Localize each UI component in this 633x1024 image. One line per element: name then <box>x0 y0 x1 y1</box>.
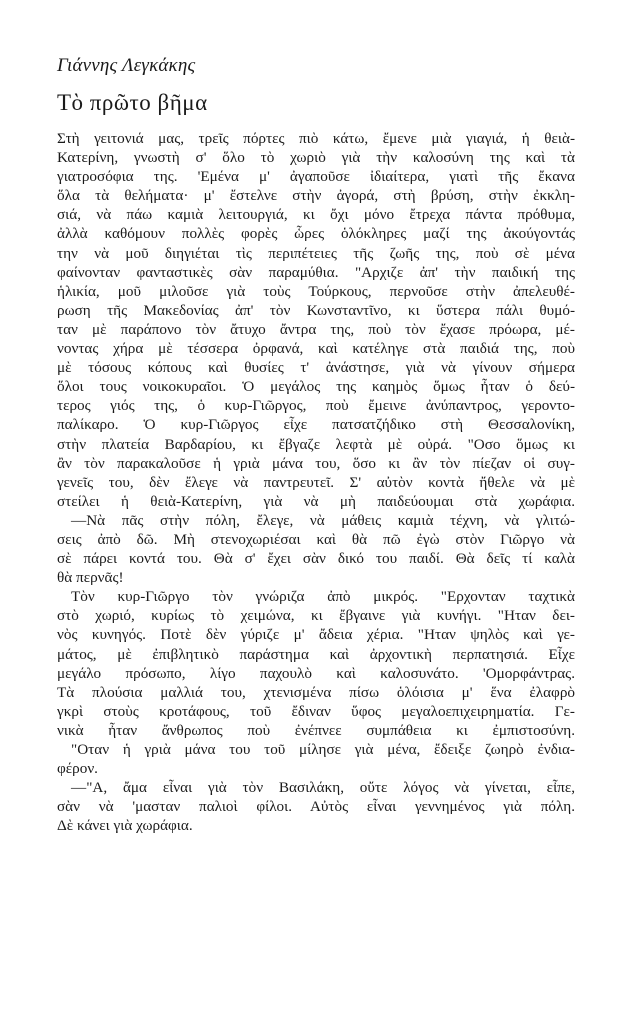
text-line: —Νὰ πᾶς στὴν πόλη, ἔλεγε, νὰ μάθεις καμιὰ τέχνη, νὰ γλιτώ- <box>71 511 575 529</box>
text-line: στὸ χωριό, κυρίως τὸ χειμώνα, κι ἔβγαινε γιὰ κυνήγι. "Ηταν δει- <box>57 607 575 625</box>
text-line: ὅλοι τους νοικοκυραῖοι. Ὁ μεγάλος της καημὸς ὅμως ἦταν ὁ δεύ- <box>57 378 575 396</box>
text-line: Τὸν κυρ-Γιῶργο τὸν γνώριζα ἀπὸ μικρός. "Ερχονταν ταχτικὰ <box>71 588 575 606</box>
author-name: Γιάννης Λεγκάκης <box>57 55 196 76</box>
text-line: ταν μὲ παράπονο τὸν ἄτυχο ἄντρα της, ποὺ τὸν ἔχασε πρόωρα, μέ- <box>57 320 575 338</box>
text-line: σιά, νὰ πάω καμιὰ λειτουργιά, κι ὄχι μόνο ἔτρεχα πάντα πρόθυμα, <box>57 206 575 224</box>
text-line: γκρὶ στοὺς κροτάφους, τοῦ ἔδιναν ὕφος μεγαλοεπιχειρηματία. Γε- <box>57 702 575 720</box>
text-line: νοντας χήρα μὲ τέσσερα ὀρφανά, καὶ κατέληγε στὰ παιδιά της, ποὺ <box>57 340 575 358</box>
text-line: μὲ τόσους κόπους καὶ θυσίες τ' ἀνάστησε, γιὰ νὰ γίνουν σήμερα <box>57 359 575 377</box>
text-line: φέρον. <box>57 760 98 778</box>
text-line: θὰ περνᾶς! <box>57 569 124 587</box>
text-line: "Οταν ἡ γριὰ μάνα του τοῦ μίλησε γιὰ μένα, ἔδειξε ζωηρὸ ἐνδια- <box>71 741 575 758</box>
text-line: νὸς κυνηγός. Ποτὲ δὲν γύριζε μ' ἄδεια χέρια. "Ηταν ψηλὸς καὶ γε- <box>57 626 575 644</box>
text-line: ἀλλὰ καθόμουν πολλὲς φορὲς ὧρες ὁλόκληρες μαζί της ἀκούγοντάς <box>57 225 575 243</box>
text-line: στὴν πλατεία Βαρδαρίου, κι ἔβγαζε λεφτὰ μὲ οὐρά. "Οσο ὅμως κι <box>57 435 575 453</box>
text-line: ἂν τὸν παρακαλοῦσε ἡ γριὰ μάνα του, ὅσο κι ἂν τὸν πίεζαν οἱ συγ- <box>57 454 575 472</box>
text-line: γενεῖς του, δὲν ἔλεγε νὰ παντρευτεῖ. Σ' αὐτὸν κοντὰ ἤθελε νὰ μὲ <box>57 473 575 491</box>
text-line: —"Α, ἄμα εἶναι γιὰ τὸν Βασιλάκη, οὔτε λόγος νὰ γίνεται, εἶπε, <box>71 779 575 797</box>
story-body <box>57 129 575 835</box>
text-line: φαίνονταν φανταστικὲς σὰν παραμύθια. "Αρχιζε ἀπ' τὴν παιδική της <box>57 263 575 281</box>
text-line: ἡλικία, μοῦ μιλοῦσε γιὰ τοὺς Τούρκους, περνοῦσε στὴν ἀπελευθέ- <box>57 282 575 300</box>
text-line: Τὰ πλούσια μαλλιά του, χτενισμένα πίσω ὁλόισια μ' ἕνα ἐλαφρὸ <box>57 683 575 701</box>
text-line: Δὲ κάνει γιὰ χωράφια. <box>57 817 193 835</box>
text-line: Στὴ γειτονιά μας, τρεῖς πόρτες πιὸ κάτω, ἔμενε μιὰ γιαγιά, ἡ θειὰ- <box>57 130 575 147</box>
text-line: ὅλα τὰ θελήματα· μ' ἔστελνε στὴν ἀγορά, στὴ βρύση, στὴν ἐκκλη- <box>57 187 575 205</box>
story-title: Τὸ πρῶτο βῆμα <box>57 90 208 115</box>
text-line: παλίκαρο. Ὁ κυρ-Γιῶργος εἶχε πατσατζήδικο στὴ Θεσσαλονίκη, <box>57 416 575 434</box>
text-line: ρωση τῆς Μακεδονίας ἀπ' τὸν Κωνσταντῖνο, κι ὕστερα πάλι θυμό- <box>57 301 575 319</box>
text-line: στείλει ἡ θειὰ-Κατερίνη, γιὰ νὰ μὴ παιδεύουμαι στὰ χωράφια. <box>57 492 575 510</box>
text-line: Κατερίνη, γνωστὴ σ' ὅλο τὸ χωριὸ γιὰ τὴν καλοσύνη της καὶ τὰ <box>57 149 575 167</box>
text-line: γιατροσόφια της. 'Εμένα μ' ἀγαποῦσε ἰδιαίτερα, γιατὶ τῆς ἔκανα <box>57 168 575 186</box>
text-line: τερος γιός της, ὁ κυρ-Γιῶργος, ποὺ ἔμεινε ἀνύπαντρος, γεροντο- <box>57 397 575 415</box>
text-line: σὲ πάρει κοντά του. Θὰ σ' ἔχει σὰν δικό του παιδί. Θὰ δεῖς τί καλὰ <box>57 550 575 568</box>
text-line: σεις ἀπὸ δῶ. Μὴ στενοχωριέσαι καὶ θὰ πῶ ἐγὼ στὸν Γιῶργο νὰ <box>57 530 575 548</box>
text-line: σὰν νὰ 'μασταν παλιοὶ φίλοι. Αὐτὸς εἶναι γεννημένος γιὰ πόλη. <box>57 798 575 816</box>
text-line: την νὰ μοῦ διηγιέται τὶς περιπέτειες τῆς ζωῆς της, ποὺ σὲ μένα <box>57 244 575 262</box>
text-line: μεγάλο πρόσωπο, λίγο παχουλὸ καὶ καλοσυνάτο. 'Ομορφάντρας. <box>57 664 575 682</box>
text-line: νικὰ ἦταν ἄνθρωπος ποὺ ἐνέπνεε συμπάθεια κι ἐμπιστοσύνη. <box>57 721 575 739</box>
text-line: μάτος, μὲ ἐπιβλητικὸ παράστημα καὶ ἀρχοντικὴ περπατησιά. Εἶχε <box>57 645 575 663</box>
